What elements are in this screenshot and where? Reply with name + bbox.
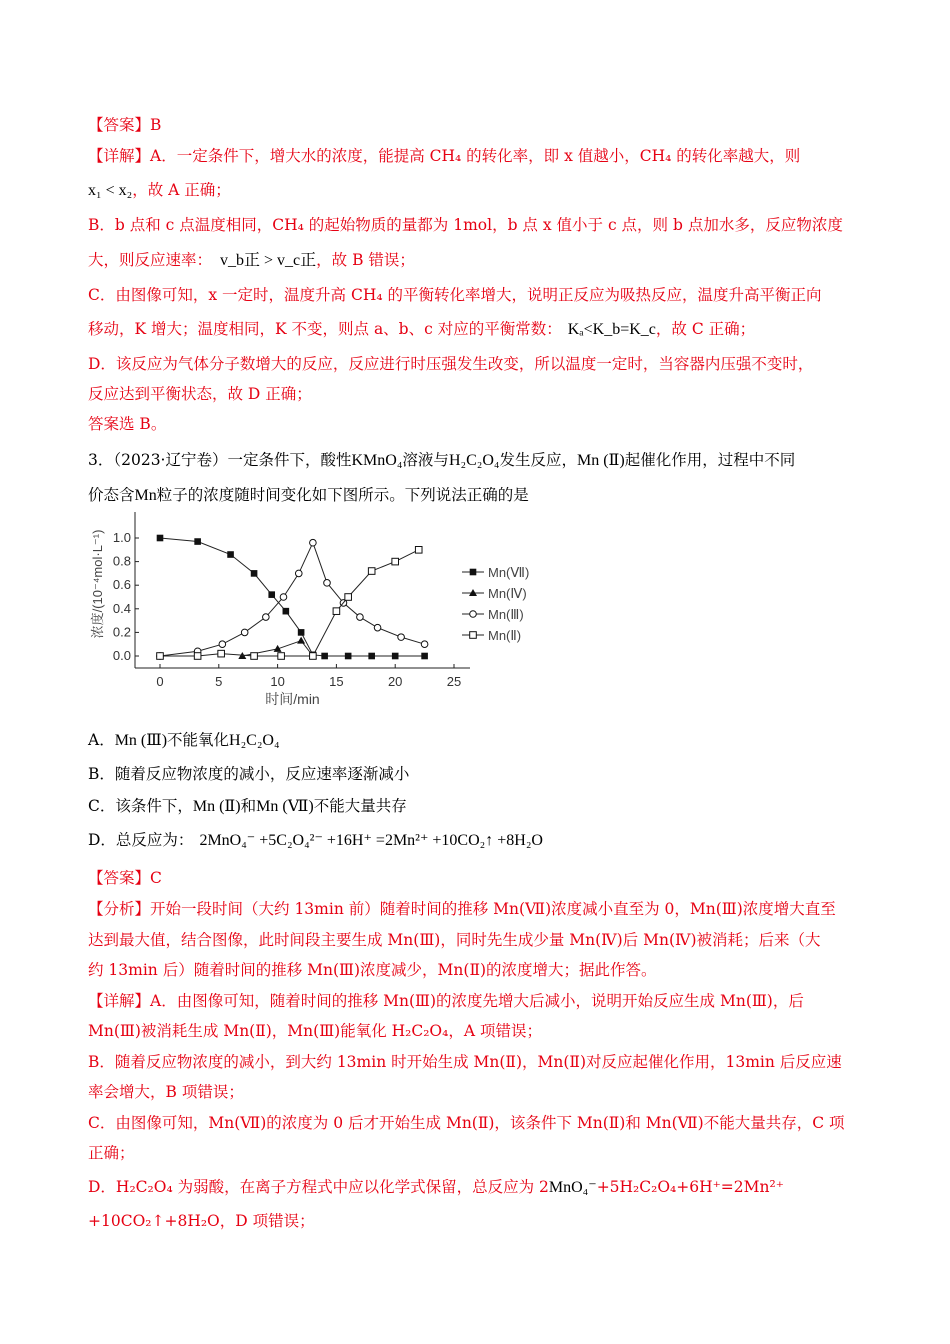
option-d <box>88 829 543 852</box>
data-point-open-circle-marker <box>374 624 381 631</box>
detail-text: ，故 C 正确； <box>655 320 756 338</box>
data-point-open-circle-marker <box>263 614 270 621</box>
detail-2-line-c1: C．由图像可知，Mn(Ⅶ)的浓度为 0 后才开始生成 Mn(Ⅱ)，该条件下 Mn(Ⅱ)和 Mn(Ⅶ)不能大量共存，C 项 <box>88 1114 845 1132</box>
option-b: B．随着反应物浓度的减小，反应速率逐渐减小 <box>88 765 410 783</box>
formula-mn: Mn <box>134 487 157 504</box>
question-3-line-2 <box>88 484 529 507</box>
data-point-open-square-marker <box>333 608 340 615</box>
detail-2-line-b2: 率会增大，B 项错误； <box>88 1083 244 1101</box>
detail-1-line-d2: 反应达到平衡状态，故 D 正确； <box>88 385 312 403</box>
question-3-line-1 <box>88 449 795 472</box>
data-point-filled-square-marker <box>421 653 428 660</box>
data-point-filled-square-marker <box>283 608 290 615</box>
detail-2-line-d1 <box>88 1176 784 1199</box>
data-point-filled-square-marker <box>227 551 234 558</box>
legend-open-circle-marker <box>470 611 477 618</box>
data-point-filled-square-marker <box>157 535 164 542</box>
legend-label: Mn(Ⅳ) <box>488 586 527 601</box>
option-text: 不能氧化 <box>167 731 230 749</box>
data-point-filled-square-marker <box>268 591 275 598</box>
detail-1-line-c2 <box>88 318 755 341</box>
detail-text: ，故 B 错误； <box>316 251 415 269</box>
question-text: 粒子的浓度随时间变化如下图所示。下列说法正确的是 <box>156 486 529 504</box>
analysis-text: 开始一段时间（大约 13min 前）随着时间的推移 Mn(Ⅶ)浓度减小直至为 0，Mn(Ⅲ)浓度增大直至 <box>150 900 836 918</box>
detail-1-line-b1: B．b 点和 c 点温度相同，CH₄ 的起始物质的量都为 1mol，b 点 x 值小于 c 点，则 b 点加水多，反应物浓度 <box>88 216 843 234</box>
data-point-filled-square-marker <box>194 538 201 545</box>
answer-value: B <box>150 116 162 134</box>
data-point-open-square-marker <box>251 653 258 660</box>
y-tick-label: 0.0 <box>112 648 131 663</box>
y-tick-label: 0.6 <box>112 577 131 593</box>
legend-open-square-marker <box>470 632 477 639</box>
formula-mn7: Mn (Ⅶ) <box>256 798 314 815</box>
option-c <box>88 795 407 818</box>
detail-2-line-a2: Mn(Ⅲ)被消耗生成 Mn(Ⅱ)，Mn(Ⅲ)能氧化 H₂C₂O₄，A 项错误； <box>88 1022 542 1040</box>
data-point-open-circle-marker <box>219 641 226 648</box>
y-tick-label: 0.4 <box>112 600 131 616</box>
data-point-open-square-marker <box>194 653 201 660</box>
data-point-open-square-marker <box>392 558 399 565</box>
y-axis-label: 浓度/(10⁻⁴mol·L⁻¹) <box>90 529 105 639</box>
formula-total-reaction: 2MnO₄⁻ +5C₂O₄²⁻ +16H⁺ =2Mn²⁺ +10CO₂↑ +8H₂O <box>199 832 543 849</box>
data-point-open-circle-marker <box>310 539 317 546</box>
formula-mno4: MnO₄⁻ <box>548 1179 597 1196</box>
answer-value: C <box>150 869 162 887</box>
formula-kmno4: KMnO₄ <box>351 452 403 469</box>
detail-text: A．一定条件下，增大水的浓度，能提高 CH₄ 的转化率，即 x 值越小，CH₄ 的转化率越大，则 <box>150 147 801 165</box>
detail-label: 【详解】 <box>88 992 151 1010</box>
detail-2-line-d2: +10CO₂↑+8H₂O，D 项错误； <box>88 1212 315 1230</box>
question-text: 价态含 <box>88 486 135 504</box>
series-line-0 <box>160 538 425 656</box>
series-line-3 <box>160 550 419 656</box>
data-point-open-square-marker <box>218 650 225 657</box>
detail-text: 大，则反应速率： <box>88 251 213 269</box>
x-tick-label: 10 <box>270 674 285 689</box>
data-point-filled-square-marker <box>392 653 399 660</box>
chart-axes <box>90 512 470 707</box>
data-point-open-circle-marker <box>398 634 405 641</box>
analysis-label: 【分析】 <box>88 900 151 918</box>
concentration-chart <box>88 508 568 710</box>
data-point-open-square-marker <box>157 653 164 660</box>
legend-filled-square-marker <box>470 569 477 576</box>
formula-mn2: Mn (Ⅱ) <box>192 798 241 815</box>
option-label: A． <box>88 731 115 749</box>
formula-h2c2o4: H₂C₂O₄ <box>229 732 280 749</box>
detail-text: +5H₂C₂O₄+6H⁺=2Mn²⁺ <box>596 1178 784 1196</box>
formula-k: Kₐ<K_b=K_c <box>567 321 656 338</box>
data-point-open-circle-marker <box>280 594 287 601</box>
data-point-open-circle-marker <box>357 614 364 621</box>
detail-2-line-b1: B．随着反应物浓度的减小，到大约 13min 时开始生成 Mn(Ⅱ)，Mn(Ⅱ)对反应起催化作用，13min 后反应速 <box>88 1053 842 1071</box>
data-point-open-square-marker <box>345 594 352 601</box>
analysis-line-2: 达到最大值，结合图像，此时间段主要生成 Mn(Ⅲ)，同时先生成少量 Mn(Ⅳ)后 Mn(Ⅳ)被消耗；后来（大 <box>88 931 821 949</box>
data-point-open-circle-marker <box>295 570 302 577</box>
detail-1-line-a2 <box>88 179 231 202</box>
question-text: 起催化作用，过程中不同 <box>624 451 796 469</box>
data-point-open-square-marker <box>368 568 375 575</box>
option-text: 和 <box>240 797 257 815</box>
data-point-filled-square-marker <box>251 570 258 577</box>
x-tick-label: 15 <box>329 674 344 689</box>
detail-text: ，故 A 正确； <box>132 181 231 199</box>
detail-text: 移动，K 增大；温度相同，K 不变，则点 a、b、c 对应的平衡常数： <box>88 320 562 338</box>
data-point-open-square-marker <box>278 653 285 660</box>
detail-text: A．由图像可知，随着时间的推移 Mn(Ⅲ)的浓度先增大后减小，说明开始反应生成 Mn(Ⅲ)，后 <box>150 992 804 1010</box>
data-point-filled-square-marker <box>298 629 305 636</box>
detail-2-line-c2: 正确； <box>88 1144 135 1162</box>
detail-1-line-d1: D．该反应为气体分子数增大的反应，反应进行时压强发生改变，所以温度一定时，当容器内压强不变时， <box>88 355 814 373</box>
x-tick-label: 5 <box>215 674 223 689</box>
option-label: C．该条件下， <box>88 797 193 815</box>
x-tick-label: 20 <box>387 674 403 689</box>
chart-legend <box>462 565 529 643</box>
detail-1-line-a1 <box>88 145 800 167</box>
data-point-filled-square-marker <box>368 653 375 660</box>
answer-2 <box>88 867 162 889</box>
legend-label: Mn(Ⅲ) <box>488 607 524 622</box>
data-point-filled-square-marker <box>321 653 328 660</box>
answer-label: 【答案】 <box>88 116 151 134</box>
question-text: 3．（2023·辽宁卷）一定条件下，酸性 <box>88 451 352 469</box>
question-text: 溶液与 <box>402 451 449 469</box>
detail-2-line-a1 <box>88 990 804 1012</box>
option-a <box>88 729 280 752</box>
x-axis-label: 时间/min <box>265 691 320 707</box>
x-tick-label: 0 <box>156 674 164 689</box>
answer-1 <box>88 114 161 136</box>
detail-label: 【详解】 <box>88 147 151 165</box>
y-tick-label: 0.2 <box>112 624 131 640</box>
legend-label: Mn(Ⅱ) <box>488 628 522 643</box>
formula-h2c2o4: H₂C₂O₄ <box>448 452 500 469</box>
data-point-open-circle-marker <box>421 641 428 648</box>
analysis-line-1 <box>88 898 836 920</box>
legend-label: Mn(Ⅶ) <box>488 565 530 580</box>
y-tick-label: 1.0 <box>112 530 131 545</box>
x-tick-label: 25 <box>446 674 462 689</box>
formula-mn3: Mn (Ⅲ) <box>114 732 168 749</box>
chart-marks <box>157 535 428 660</box>
detail-1-line-b2 <box>88 249 415 272</box>
detail-text: D．H₂C₂O₄ 为弱酸，在离子方程式中应以化学式保留，总反应为 2 <box>88 1178 549 1196</box>
data-point-open-square-marker <box>310 653 317 660</box>
formula-mn2: Mn (Ⅱ) <box>576 452 625 469</box>
data-point-open-circle-marker <box>241 629 248 636</box>
detail-1-line-c1: C．由图像可知，x 一定时，温度升高 CH₄ 的平衡转化率增大，说明正反应为吸热反应，温度升高平衡正向 <box>88 286 822 304</box>
detail-1-conclusion: 答案选 B。 <box>88 415 167 433</box>
y-tick-label: 0.8 <box>112 553 131 569</box>
formula-rate: v_b正 > v_c正 <box>220 252 317 269</box>
formula-x1-x2: x₁ < x₂ <box>88 182 133 199</box>
data-point-open-square-marker <box>415 547 422 554</box>
data-point-filled-square-marker <box>345 653 352 660</box>
data-point-open-circle-marker <box>324 580 331 587</box>
option-text: 不能大量共存 <box>313 797 407 815</box>
answer-label: 【答案】 <box>88 869 151 887</box>
option-label: D．总反应为： <box>88 831 194 849</box>
question-text: 发生反应， <box>499 451 577 469</box>
series-line-2 <box>160 543 425 656</box>
analysis-line-3: 约 13min 后）随着时间的推移 Mn(Ⅲ)浓度减少，Mn(Ⅱ)的浓度增大；据此作答。 <box>88 961 657 979</box>
